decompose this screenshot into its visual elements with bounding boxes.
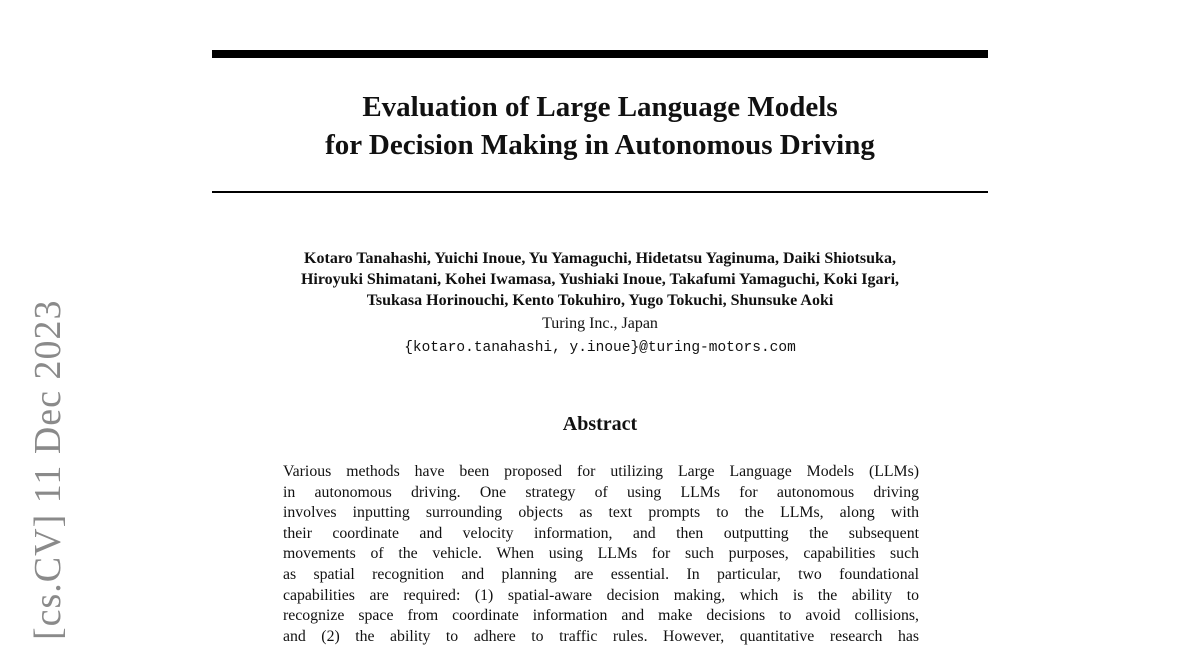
author-list <box>180 248 1020 311</box>
abstract-line: capabilities are required: (1) spatial-aware decision making, which is the ability to <box>283 586 919 604</box>
abstract-line: in autonomous driving. One strategy of using LLMs for autonomous driving <box>283 483 919 501</box>
arxiv-identifier-stamp: [cs.CV] 11 Dec 2023 <box>27 299 69 640</box>
affiliation: Turing Inc., Japan <box>542 315 658 332</box>
abstract-heading: Abstract <box>562 413 638 435</box>
abstract-line: recognize space from coordinate information and make decisions to avoid collisions, <box>283 607 919 625</box>
title-line: Evaluation of Large Language Models <box>362 91 838 123</box>
abstract-line: as spatial recognition and planning are essential. In particular, two foundational <box>283 565 919 583</box>
abstract-body <box>283 462 919 647</box>
author-line: Kotaro Tanahashi, Yuichi Inoue, Yu Yamaguchi, Hidetatsu Yaginuma, Daiki Shiotsuka, <box>304 250 896 267</box>
author-line: Hiroyuki Shimatani, Kohei Iwamasa, Yushiaki Inoue, Takafumi Yamaguchi, Koki Igari, <box>300 271 900 288</box>
abstract-line: Various methods have been proposed for utilizing Large Language Models (LLMs) <box>283 463 919 480</box>
abstract-line: their coordinate and velocity information, and then outputting the subsequent <box>283 524 919 542</box>
abstract-line: involves inputting surrounding objects as text prompts to the LLMs, along with <box>283 504 919 522</box>
title-top-rule <box>212 50 988 58</box>
abstract-line: and (2) the ability to adhere to traffic rules. However, quantitative research has <box>283 627 919 645</box>
author-line: Tsukasa Horinouchi, Kento Tokuhiro, Yugo Tokuchi, Shunsuke Aoki <box>366 292 834 309</box>
paper-title <box>212 88 988 164</box>
title-line: for Decision Making in Autonomous Driving <box>325 129 875 161</box>
abstract-line: movements of the vehicle. When using LLMs for such purposes, capabilities such <box>283 545 919 563</box>
author-email[interactable]: {kotaro.tanahashi, y.inoue}@turing-motors.com <box>404 340 796 356</box>
title-bottom-rule <box>212 191 988 193</box>
